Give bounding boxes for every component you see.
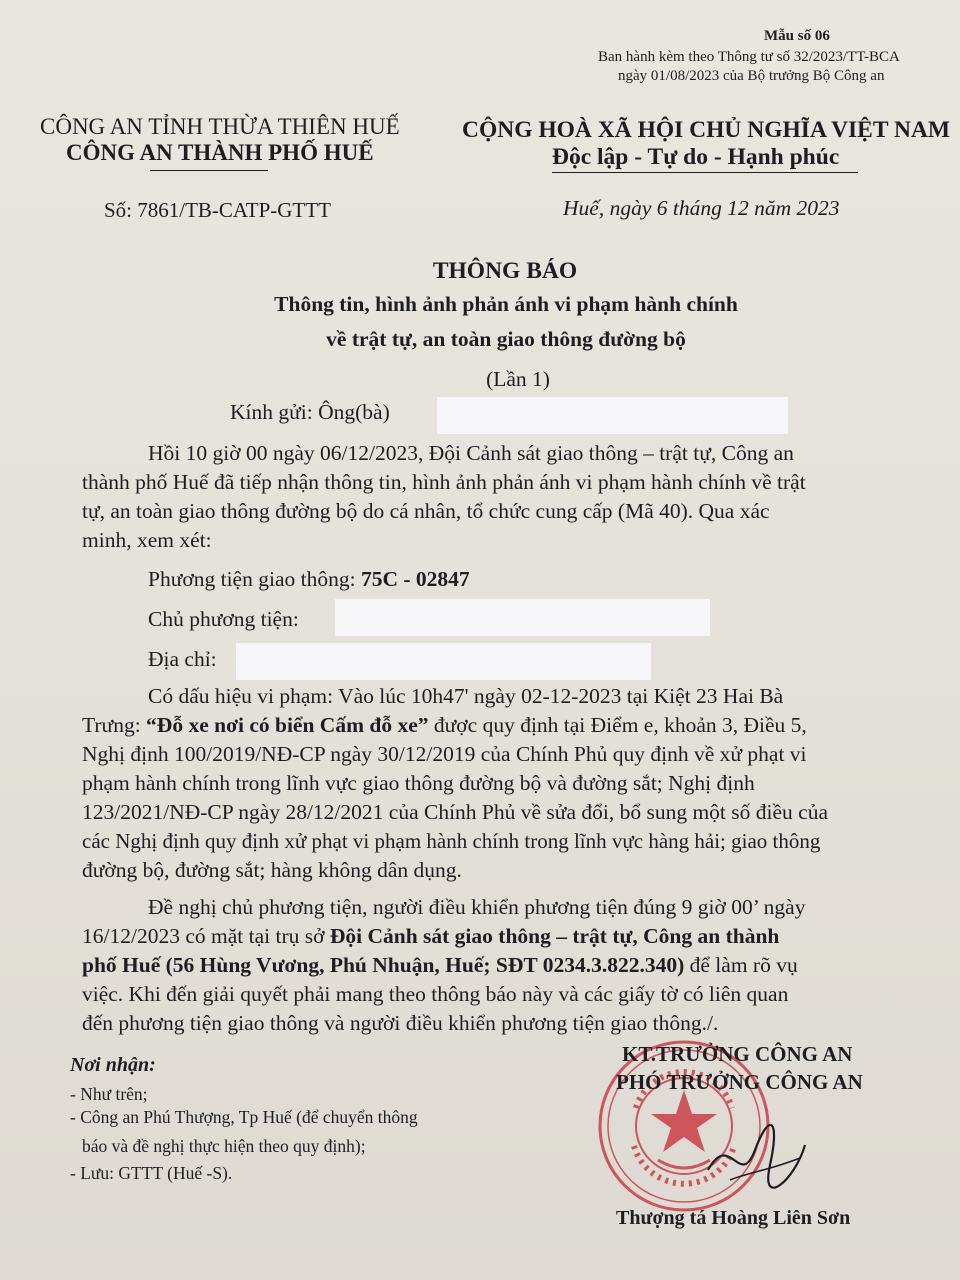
violation-location-tail: Trưng:	[82, 713, 147, 737]
request-date: 16/12/2023 có mặt tại trụ sở	[82, 924, 330, 948]
violation-line-5: 123/2021/NĐ-CP ngày 28/12/2021 của Chính Phủ về sửa đổi, bổ sung một số điều của	[82, 800, 828, 824]
document-date: Huế, ngày 6 tháng 12 năm 2023	[563, 196, 840, 220]
intro-line-4: minh, xem xét:	[82, 528, 212, 552]
violation-legal-basis: được quy định tại Điểm e, khoản 3, Điều 5,	[428, 713, 807, 737]
signatory-position-2: PHÓ TRƯỞNG CÔNG AN	[616, 1070, 863, 1094]
violation-line-6: các Nghị định quy định xử phạt vi phạm hành chính trong lĩnh vực hàng hải; giao thông	[82, 829, 821, 853]
request-line-3	[82, 953, 798, 978]
form-number: Mẫu số 06	[764, 28, 830, 44]
intro-line-3: tự, an toàn giao thông đường bộ do cá nhân, tổ chức cung cấp (Mã 40). Qua xác	[82, 499, 770, 523]
license-plate: 75C - 02847	[360, 567, 470, 591]
recipients-title: Nơi nhận:	[70, 1054, 156, 1076]
request-line-2	[82, 924, 779, 949]
notice-count: (Lần 1)	[486, 367, 550, 391]
recipient-item-4: - Lưu: GTTT (Huế -S).	[70, 1163, 233, 1183]
national-motto: Độc lập - Tự do - Hạnh phúc	[552, 144, 840, 170]
redacted-address	[236, 643, 651, 680]
document-number: Số: 7861/TB-CATP-GTTT	[104, 198, 331, 222]
violation-line-4: phạm hành chính trong lĩnh vực giao thông đường bộ và đường sắt; Nghị định	[82, 771, 755, 795]
signature-mark	[700, 1110, 810, 1200]
owner-label: Chủ phương tiện:	[148, 607, 299, 631]
document-title: THÔNG BÁO	[432, 258, 578, 284]
address-label: Địa chỉ:	[148, 647, 217, 671]
form-issued-line1: Ban hành kèm theo Thông tư số 32/2023/TT-BCA	[598, 49, 900, 65]
redacted-owner-name	[335, 599, 710, 636]
request-line-1: Đề nghị chủ phương tiện, người điều khiển phương tiện đúng 9 giờ 00’ ngày	[148, 895, 806, 919]
intro-line-1: Hồi 10 giờ 00 ngày 06/12/2023, Đội Cảnh sát giao thông – trật tự, Công an	[148, 441, 794, 465]
signatory-name: Thượng tá Hoàng Liên Sơn	[616, 1207, 851, 1229]
violation-line-3: Nghị định 100/2019/NĐ-CP ngày 30/12/2019 của Chính Phủ quy định về xử phạt vi	[82, 742, 807, 766]
violation-line-2	[82, 713, 807, 738]
recipient-item-1: - Như trên;	[70, 1084, 148, 1104]
agency-underline	[150, 170, 268, 171]
signatory-position-1: KT.TRƯỞNG CÔNG AN	[622, 1042, 853, 1066]
request-line-5: đến phương tiện giao thông và người điều khiển phương tiện giao thông./.	[82, 1011, 719, 1035]
agency-parent: CÔNG AN TỈNH THỪA THIÊN HUẾ	[40, 114, 400, 139]
violation-line-1: Có dấu hiệu vi phạm: Vào lúc 10h47' ngày 02-12-2023 tại Kiệt 23 Hai Bà	[148, 684, 784, 708]
request-office-address: phố Huế (56 Hùng Vương, Phú Nhuận, Huế; SĐT 0234.3.822.340)	[82, 953, 685, 977]
request-office: Đội Cảnh sát giao thông – trật tự, Công an thành	[329, 924, 780, 948]
violation-type: “Đỗ xe nơi có biển Cấm đỗ xe”	[146, 713, 429, 737]
request-purpose: để làm rõ vụ	[684, 953, 798, 977]
violation-line-7: đường bộ, đường sắt; hàng không dân dụng.	[82, 858, 462, 882]
recipient-item-2: - Công an Phú Thượng, Tp Huế (để chuyển thông	[70, 1107, 418, 1127]
vehicle-label: Phương tiện giao thông:	[148, 567, 361, 591]
nation-title: CỘNG HOÀ XÃ HỘI CHỦ NGHĨA VIỆT NAM	[462, 117, 951, 143]
redacted-recipient-name	[437, 397, 788, 434]
document-subtitle-2: về trật tự, an toàn giao thông đường bộ	[326, 327, 686, 351]
intro-line-2: thành phố Huế đã tiếp nhận thông tin, hình ảnh phản ánh vi phạm hành chính về trật	[82, 470, 806, 494]
recipient-item-3: báo và đề nghị thực hiện theo quy định);	[82, 1136, 366, 1156]
document-subtitle-1: Thông tin, hình ảnh phản ánh vi phạm hành chính	[274, 292, 738, 316]
agency-name: CÔNG AN THÀNH PHỐ HUẾ	[66, 140, 374, 165]
motto-underline	[552, 172, 858, 173]
request-line-4: việc. Khi đến giải quyết phải mang theo thông báo này và các giấy tờ có liên quan	[82, 982, 789, 1006]
vehicle-line	[148, 567, 470, 592]
recipient-label: Kính gửi: Ông(bà)	[230, 400, 390, 424]
form-issued-line2: ngày 01/08/2023 của Bộ trưởng Bộ Công an	[618, 68, 885, 84]
